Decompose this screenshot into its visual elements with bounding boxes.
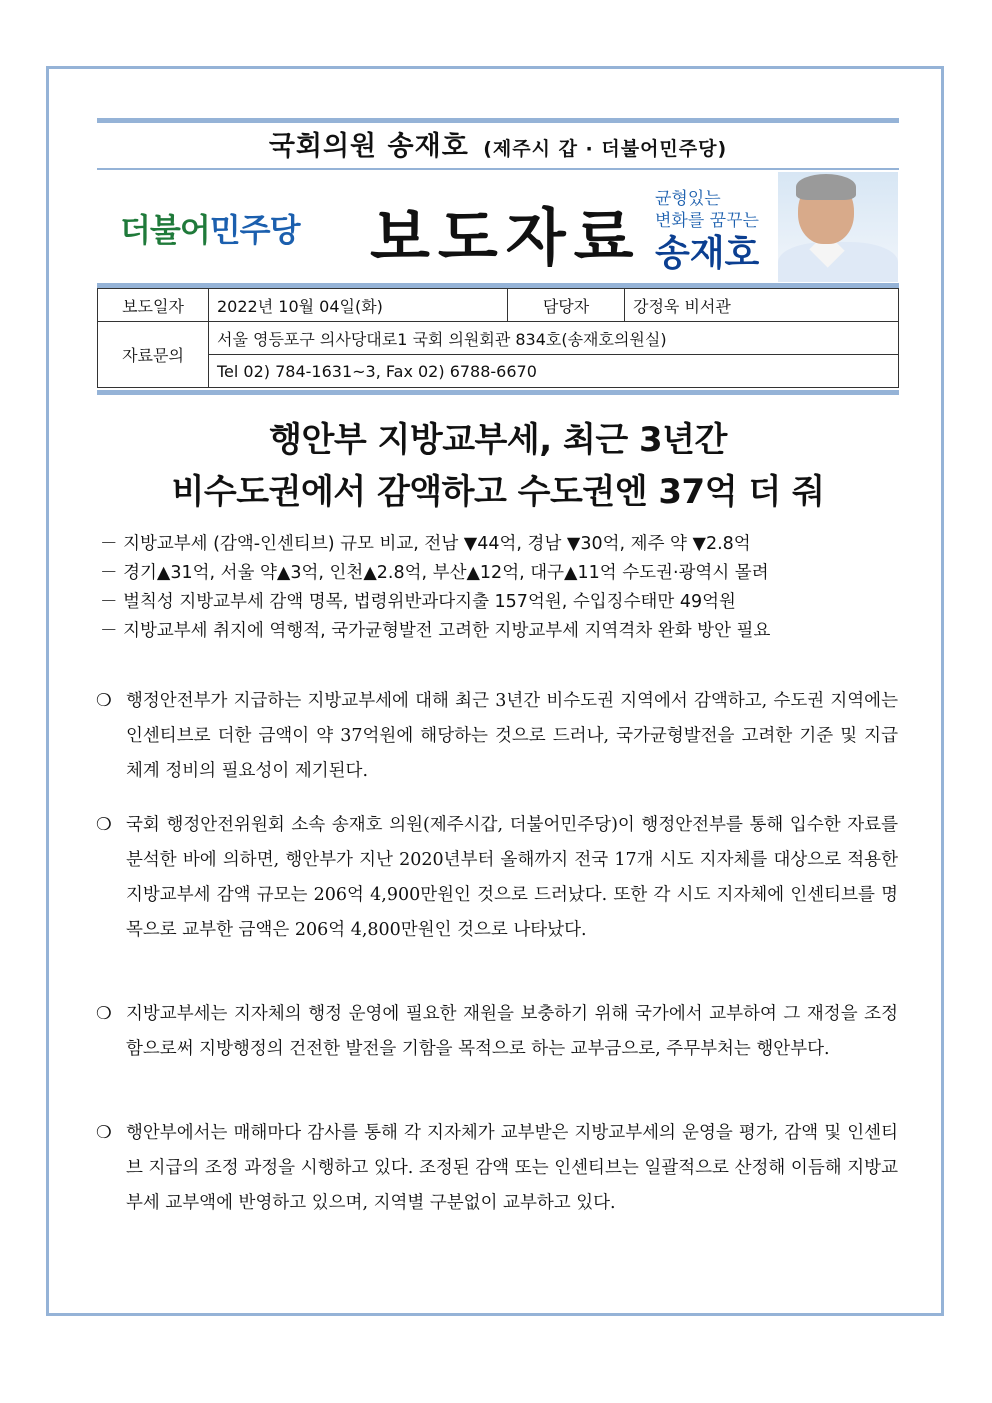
header-top-rule <box>97 118 899 123</box>
contact-value: 강정욱 비서관 <box>625 289 899 322</box>
summary-item: － 경기▲31억, 서울 약▲3억, 인천▲2.8억, 부산▲12억, 대구▲11억 수도권·광역시 몰려 <box>100 563 769 583</box>
paragraph-text: 지방교부세는 지자체의 행정 운영에 필요한 재원을 보충하기 위해 국가에서 교부하여 그 재정을 조정함으로써 지방행정의 건전한 발전을 기함을 목적으로 하는 교부금으로, 주무부처는 행안부다. <box>126 1004 898 1059</box>
slogan-name: 송재호 <box>655 233 760 274</box>
slogan-line2: 변화를 꿈꾸는 <box>655 211 759 231</box>
info-table <box>97 288 899 388</box>
member-header <box>97 126 899 168</box>
circle-bullet-icon: ❍ <box>96 1004 112 1024</box>
paragraph-text: 국회 행정안전위원회 소속 송재호 의원(제주시갑, 더불어민주당)이 행정안전부를 통해 입수한 자료를 분석한 바에 의하면, 행안부가 지난 2020년부터 올해까지 전국 17개 시도 지자체를 대상으로 적용한 지방교부세 감액 규모는 206억 4,900만원인 것으로 드러났다. 또한 각 시도 지자체에 인센티브를 명목으로 교부한 금액은 206억 4,800만원인 것으로 나타났다. <box>126 815 898 940</box>
paragraph-text: 행정안전부가 지급하는 지방교부세에 대해 최근 3년간 비수도권 지역에서 감액하고, 수도권 지역에는 인센티브로 더한 금액이 약 37억원에 해당하는 것으로 드러나, 국가균형발전을 고려한 기준 및 지급 체계 정비의 필요성이 제기된다. <box>126 691 898 781</box>
summary-item: － 지방교부세 (감액-인센티브) 규모 비교, 전남 ▼44억, 경남 ▼30억, 제주 약 ▼2.8억 <box>100 534 751 554</box>
header-divider <box>97 168 899 170</box>
member-subtitle: (제주시 갑 · 더불어민주당) <box>483 138 728 160</box>
party-logo-green: 더불어 <box>120 211 210 249</box>
slogan-line1: 균형있는 <box>655 189 721 209</box>
slogan <box>655 188 759 276</box>
press-release-title: 보도자료 <box>370 201 642 274</box>
date-value: 2022년 10월 04일(화) <box>209 289 508 322</box>
date-label: 보도일자 <box>98 289 209 322</box>
body-paragraph <box>96 684 898 789</box>
info-bottom-rule <box>97 390 899 395</box>
inquiry-label: 자료문의 <box>98 322 209 388</box>
inquiry-tel: Tel 02) 784-1631~3, Fax 02) 6788-6670 <box>209 355 899 388</box>
circle-bullet-icon: ❍ <box>96 691 112 711</box>
circle-bullet-icon: ❍ <box>96 1123 112 1143</box>
party-logo <box>120 205 300 251</box>
contact-label: 담당자 <box>508 289 625 322</box>
body-paragraph <box>96 1116 898 1221</box>
party-logo-blue: 민주당 <box>209 211 300 249</box>
headline-line2: 비수도권에서 감액하고 수도권엔 37억 더 줘 <box>171 472 825 512</box>
inquiry-address: 서울 영등포구 의사당대로1 국회 의원회관 834호(송재호의원실) <box>209 322 899 355</box>
circle-bullet-icon: ❍ <box>96 815 112 835</box>
paragraph-text: 행안부에서는 매해마다 감사를 통해 각 지자체가 교부받은 지방교부세의 운영을 평가, 감액 및 인센티브 지급의 조정 과정을 시행하고 있다. 조정된 감액 또는 인센티브는 일괄적으로 산정해 이듬해 지방교부세 교부액에 반영하고 있으며, 지역별 구분없이 교부하고 있다. <box>126 1123 898 1213</box>
summary-list <box>100 530 900 646</box>
body-paragraph <box>96 808 898 948</box>
member-title: 국회의원 송재호 <box>268 131 469 162</box>
member-photo <box>778 172 898 282</box>
summary-item: － 벌칙성 지방교부세 감액 명목, 법령위반과다지출 157억원, 수입징수태만 49억원 <box>100 592 736 612</box>
summary-item: － 지방교부세 취지에 역행적, 국가균형발전 고려한 지방교부세 지역격차 완화 방안 필요 <box>100 621 771 641</box>
body-paragraph <box>96 997 898 1067</box>
headline <box>97 414 899 518</box>
headline-line1: 행안부 지방교부세, 최근 3년간 <box>269 420 727 460</box>
